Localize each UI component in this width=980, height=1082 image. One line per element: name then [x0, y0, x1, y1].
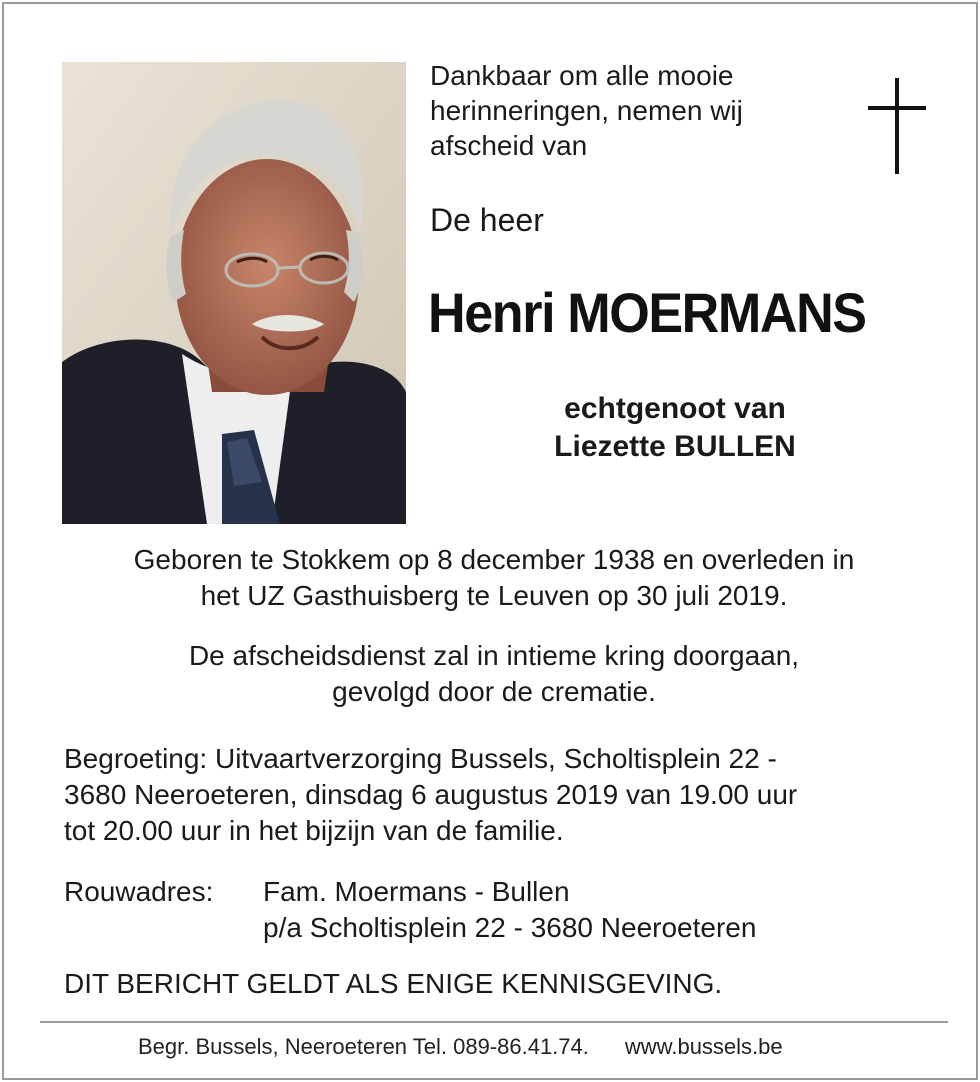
footer	[138, 1032, 783, 1062]
address-label: Rouwadres:	[64, 876, 214, 907]
intro-line: afscheid van	[430, 130, 588, 161]
address-line: p/a Scholtisplein 22 - 3680 Neeroeteren	[263, 912, 757, 943]
obituary-card	[2, 2, 978, 1080]
text-line: het UZ Gasthuisberg te Leuven op 30 juli 2019.	[200, 580, 788, 611]
divider	[40, 1021, 948, 1023]
intro-text	[430, 58, 743, 163]
salutation: De heer	[430, 202, 544, 238]
footer-company: Begr. Bussels, Neeroeteren Tel. 089-86.41.74.	[138, 1034, 589, 1059]
text-line: Begroeting: Uitvaartverzorging Bussels, Scholtisplein 22 -	[64, 743, 777, 774]
cross-icon	[868, 78, 926, 174]
footer-website: www.bussels.be	[624, 1034, 783, 1059]
spouse-name: Liezette BULLEN	[554, 430, 796, 463]
spouse-relation: echtgenoot van	[564, 392, 786, 425]
spouse-info	[430, 390, 920, 466]
notice-text: DIT BERICHT GELDT ALS ENIGE KENNISGEVING.	[64, 968, 723, 999]
text-line: 3680 Neeroeteren, dinsdag 6 augustus 2019 van 19.00 uur	[64, 779, 798, 810]
visitation-text	[64, 741, 797, 849]
portrait-photo	[62, 62, 406, 524]
intro-line: herinneringen, nemen wij	[430, 95, 743, 126]
service-text	[24, 638, 964, 710]
deceased-name: Henri MOERMANS	[428, 281, 866, 344]
text-line: De afscheidsdienst zal in intieme kring doorgaan,	[188, 640, 800, 671]
text-line: tot 20.00 uur in het bijzijn van de familie.	[64, 815, 564, 846]
text-line: gevolgd door de crematie.	[332, 676, 656, 707]
address-line: Fam. Moermans - Bullen	[263, 876, 570, 907]
text-line: Geboren te Stokkem op 8 december 1938 en overleden in	[133, 544, 855, 575]
intro-line: Dankbaar om alle mooie	[430, 60, 734, 91]
birth-death-text	[24, 542, 964, 614]
